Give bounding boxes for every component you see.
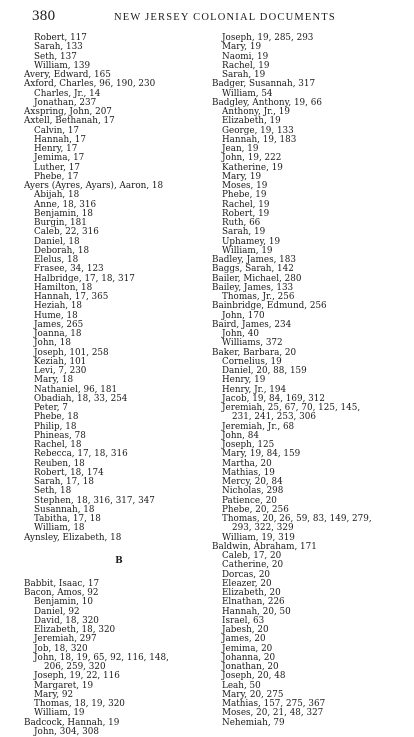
index-subentry: Jacob, 19, 84, 169, 312 bbox=[222, 393, 325, 404]
index-subentry: Katherine, 19 bbox=[222, 162, 283, 173]
index-subentry: Cornelius, 19 bbox=[222, 356, 282, 367]
index-subentry: James, 20 bbox=[222, 634, 266, 645]
index-subentry: Joseph, 20, 48 bbox=[222, 671, 286, 682]
index-subentry: George, 19, 133 bbox=[222, 125, 294, 136]
index-subentry: Daniel, 20, 88, 159 bbox=[222, 366, 307, 376]
index-subentry: Mathias, 19 bbox=[222, 467, 275, 478]
index-subentry: Rachel, 19 bbox=[222, 199, 270, 210]
index-subentry: Mary, 19 bbox=[222, 42, 262, 53]
index-subentry: Daniel, 92 bbox=[34, 606, 80, 617]
index-subentry: Nehemiah, 79 bbox=[222, 717, 285, 728]
index-subentry: Mary, 20, 275 bbox=[222, 689, 284, 700]
index-subentry: Jemima, 20 bbox=[222, 643, 273, 654]
index-subentry: John, 18 bbox=[34, 338, 71, 349]
index-entry: Bacon, Amos, 92 bbox=[24, 588, 99, 598]
index-subentry: Dorcas, 20 bbox=[222, 569, 271, 580]
index-subentry: Thomas, 18, 19, 320 bbox=[34, 699, 125, 709]
index-subentry: Ruth, 66 bbox=[222, 218, 261, 228]
index-subentry: Philip, 18 bbox=[34, 421, 77, 432]
index-subentry: Benjamin, 18 bbox=[34, 208, 93, 219]
running-head: NEW JERSEY COLONIAL DOCUMENTS bbox=[114, 12, 336, 23]
index-subentry: Joseph, 19, 285, 293 bbox=[222, 33, 314, 43]
index-entry: Baker, Barbara, 20 bbox=[212, 347, 297, 358]
index-subentry: Burgin, 181 bbox=[34, 218, 87, 228]
index-subentry: William, 18 bbox=[34, 523, 85, 534]
index-subentry: Nathaniel, 96, 181 bbox=[34, 384, 118, 395]
index-column-right bbox=[212, 34, 412, 728]
index-subentry: Susannah, 18 bbox=[34, 504, 95, 515]
index-subentry: Moses, 20, 21, 48, 327 bbox=[222, 708, 324, 719]
index-subentry: Jonathan, 20 bbox=[222, 662, 279, 672]
index-subentry: Deborah, 18 bbox=[34, 245, 90, 256]
index-subentry: John, 84 bbox=[222, 430, 259, 441]
index-entry: Baldwin, Abraham, 171 bbox=[212, 541, 317, 552]
index-subentry: Anne, 18, 316 bbox=[34, 199, 97, 210]
index-subentry: Stephen, 18, 316, 317, 347 bbox=[34, 495, 155, 506]
index-subentry: Joseph, 19, 22, 116 bbox=[34, 671, 120, 682]
index-subentry: Elizabeth, 18, 320 bbox=[34, 625, 116, 635]
index-subentry: Charles, Jr., 14 bbox=[34, 88, 101, 99]
index-entry: Axford, Charles, 96, 190, 230 bbox=[24, 79, 156, 90]
index-subentry: John, 40 bbox=[222, 329, 259, 339]
index-entry: Badley, James, 183 bbox=[212, 255, 296, 265]
index-subentry: Keziah, 101 bbox=[34, 356, 87, 367]
index-entry: Bailer, Michael, 280 bbox=[212, 273, 302, 284]
index-subentry: Moses, 19 bbox=[222, 181, 268, 191]
section-letter: B bbox=[115, 556, 123, 566]
index-subentry: Margaret, 19 bbox=[34, 680, 94, 691]
page-number: 380 bbox=[32, 8, 56, 24]
index-subentry: Johanna, 20 bbox=[222, 652, 276, 663]
index-subentry: Sarah, 17, 18 bbox=[34, 477, 94, 487]
index-continuation: 206, 259, 320 bbox=[44, 662, 106, 672]
index-subentry: Phebe, 18 bbox=[34, 412, 79, 423]
index-subentry: Elelus, 18 bbox=[34, 255, 79, 265]
index-subentry: Obadiah, 18, 33, 254 bbox=[34, 393, 128, 404]
index-subentry: Jemima, 17 bbox=[34, 153, 85, 164]
index-subentry: Reuben, 18 bbox=[34, 458, 85, 469]
index-subentry: Leah, 50 bbox=[222, 680, 261, 691]
index-subentry: Nicholas, 298 bbox=[222, 486, 284, 497]
index-subentry: Sarah, 133 bbox=[34, 42, 83, 53]
index-subentry: Calvin, 17 bbox=[34, 125, 80, 136]
index-entry: Axtell, Bethanah, 17 bbox=[24, 116, 115, 127]
index-entry: Bailey, James, 133 bbox=[212, 282, 294, 293]
index-subentry: Jonathan, 237 bbox=[34, 97, 97, 108]
index-subentry: Jeremiah, 25, 67, 70, 125, 145, bbox=[222, 403, 361, 413]
index-subentry: Eleazer, 20 bbox=[222, 578, 272, 589]
index-subentry: Peter, 7 bbox=[34, 403, 68, 413]
index-subentry: Abijah, 18 bbox=[34, 190, 80, 201]
index-subentry: Hume, 18 bbox=[34, 310, 78, 321]
index-subentry: Henry, Jr., 194 bbox=[222, 384, 287, 395]
index-entry: Babbit, Isaac, 17 bbox=[24, 578, 100, 589]
index-subentry: John, 170 bbox=[222, 310, 265, 321]
index-subentry: Seth, 18 bbox=[34, 486, 72, 497]
index-subentry: Rachel, 18 bbox=[34, 440, 82, 450]
index-subentry: Seth, 137 bbox=[34, 51, 77, 62]
index-subentry: Naomi, 19 bbox=[222, 51, 269, 62]
index-subentry: Luther, 17 bbox=[34, 162, 80, 173]
index-subentry: Phebe, 17 bbox=[34, 171, 79, 182]
index-entry: Badger, Susannah, 317 bbox=[212, 79, 316, 90]
index-subentry: Elnathan, 226 bbox=[222, 597, 285, 608]
index-entry: Axspring, John, 207 bbox=[24, 107, 112, 117]
index-subentry: Patience, 20 bbox=[222, 495, 277, 506]
index-subentry: Henry, 17 bbox=[34, 144, 78, 154]
index-subentry: Phebe, 19 bbox=[222, 190, 267, 201]
index-subentry: William, 19, 319 bbox=[222, 532, 295, 543]
index-subentry: Israel, 63 bbox=[222, 615, 265, 626]
index-subentry: John, 18, 19, 65, 92, 116, 148, bbox=[34, 652, 169, 663]
index-entry: Baird, James, 234 bbox=[212, 319, 292, 330]
index-subentry: Elizabeth, 20 bbox=[222, 588, 281, 598]
index-subentry: Joanna, 18 bbox=[34, 329, 82, 339]
index-subentry: Mathias, 157, 275, 367 bbox=[222, 699, 326, 709]
index-subentry: Joseph, 125 bbox=[222, 440, 275, 450]
index-subentry: Halbridge, 17, 18, 317 bbox=[34, 273, 135, 284]
index-subentry: Jeremiah, 297 bbox=[34, 634, 97, 645]
index-subentry: Hamilton, 18 bbox=[34, 282, 93, 293]
index-subentry: William, 139 bbox=[34, 60, 91, 71]
index-subentry: Elizabeth, 19 bbox=[222, 116, 281, 127]
index-subentry: Mary, 19, 84, 159 bbox=[222, 449, 301, 460]
index-subentry: Rebecca, 17, 18, 316 bbox=[34, 449, 128, 460]
index-subentry: Benjamin, 10 bbox=[34, 597, 93, 608]
index-entry: Ayers (Ayres, Ayars), Aaron, 18 bbox=[24, 181, 164, 191]
index-subentry: Jeremiah, Jr., 68 bbox=[222, 421, 295, 432]
index-entry: Badgley, Anthony, 19, 66 bbox=[212, 97, 322, 108]
index-subentry: Mary, 19 bbox=[222, 171, 262, 182]
index-entry: Baggs, Sarah, 142 bbox=[212, 264, 294, 275]
index-subentry: John, 19, 222 bbox=[222, 153, 282, 164]
index-subentry: Catherine, 20 bbox=[222, 560, 284, 571]
index-subentry: Hannah, 19, 183 bbox=[222, 134, 297, 145]
index-subentry: Mary, 92 bbox=[34, 689, 74, 700]
index-subentry: Tabitha, 17, 18 bbox=[34, 514, 101, 524]
index-subentry: Joseph, 101, 258 bbox=[34, 347, 109, 358]
index-subentry: Uphamey, 19 bbox=[222, 236, 281, 247]
index-continuation: 231, 241, 253, 306 bbox=[232, 412, 316, 423]
index-subentry: Phineas, 78 bbox=[34, 430, 86, 441]
index-subentry: Hannah, 17, 365 bbox=[34, 292, 109, 302]
index-subentry: Rachel, 19 bbox=[222, 60, 270, 71]
index-subentry: Anthony, Jr., 19 bbox=[222, 107, 290, 117]
index-entry: Aynsley, Elizabeth, 18 bbox=[24, 532, 122, 543]
index-subentry: Phebe, 20, 256 bbox=[222, 504, 289, 515]
index-subentry: John, 304, 308 bbox=[34, 726, 99, 737]
index-subentry: Thomas, Jr., 256 bbox=[222, 292, 295, 302]
index-subentry: Robert, 19 bbox=[222, 208, 270, 219]
index-subentry: Jean, 19 bbox=[222, 144, 259, 154]
index-subentry: Sarah, 19 bbox=[222, 227, 266, 238]
index-subentry: Caleb, 17, 20 bbox=[222, 551, 282, 561]
index-entry: Bainbridge, Edmund, 256 bbox=[212, 301, 327, 312]
index-subentry: Henry, 19 bbox=[222, 375, 266, 386]
index-subentry: David, 18, 320 bbox=[34, 615, 99, 626]
index-subentry: Mary, 18 bbox=[34, 375, 74, 386]
index-subentry: Daniel, 18 bbox=[34, 236, 80, 247]
page-header bbox=[32, 8, 392, 28]
index-entry: Badcock, Hannah, 19 bbox=[24, 717, 120, 728]
index-subentry: Mercy, 20, 84 bbox=[222, 477, 283, 487]
index-subentry: Levi, 7, 230 bbox=[34, 366, 87, 376]
index-subentry: Hannah, 20, 50 bbox=[222, 606, 291, 617]
index-subentry: Martha, 20 bbox=[222, 458, 272, 469]
spacer bbox=[24, 543, 214, 552]
index-subentry: Robert, 117 bbox=[34, 33, 87, 43]
index-subentry: Heziah, 18 bbox=[34, 301, 83, 312]
index-subentry: Williams, 372 bbox=[222, 338, 283, 349]
index-subentry: Jabesh, 20 bbox=[222, 625, 269, 635]
index-entry: Avery, Edward, 165 bbox=[24, 70, 111, 80]
index-column-left bbox=[24, 34, 214, 737]
index-subentry: James, 265 bbox=[34, 319, 84, 330]
index-subentry: William, 54 bbox=[222, 88, 273, 99]
index-subentry: Sarah, 19 bbox=[222, 70, 266, 80]
index-subentry: Hannah, 17 bbox=[34, 134, 86, 145]
index-subentry: Thomas, 20, 26, 59, 83, 149, 279, bbox=[222, 514, 372, 524]
index-subentry: William, 19 bbox=[34, 708, 85, 719]
index-continuation: 293, 322, 329 bbox=[232, 523, 294, 534]
index-subentry: Robert, 18, 174 bbox=[34, 467, 104, 478]
index-subentry: Job, 18, 320 bbox=[34, 643, 88, 654]
index-subentry: Caleb, 22, 316 bbox=[34, 227, 99, 238]
index-subentry: William, 19 bbox=[222, 245, 273, 256]
index-subentry: Frasee, 34, 123 bbox=[34, 264, 104, 275]
